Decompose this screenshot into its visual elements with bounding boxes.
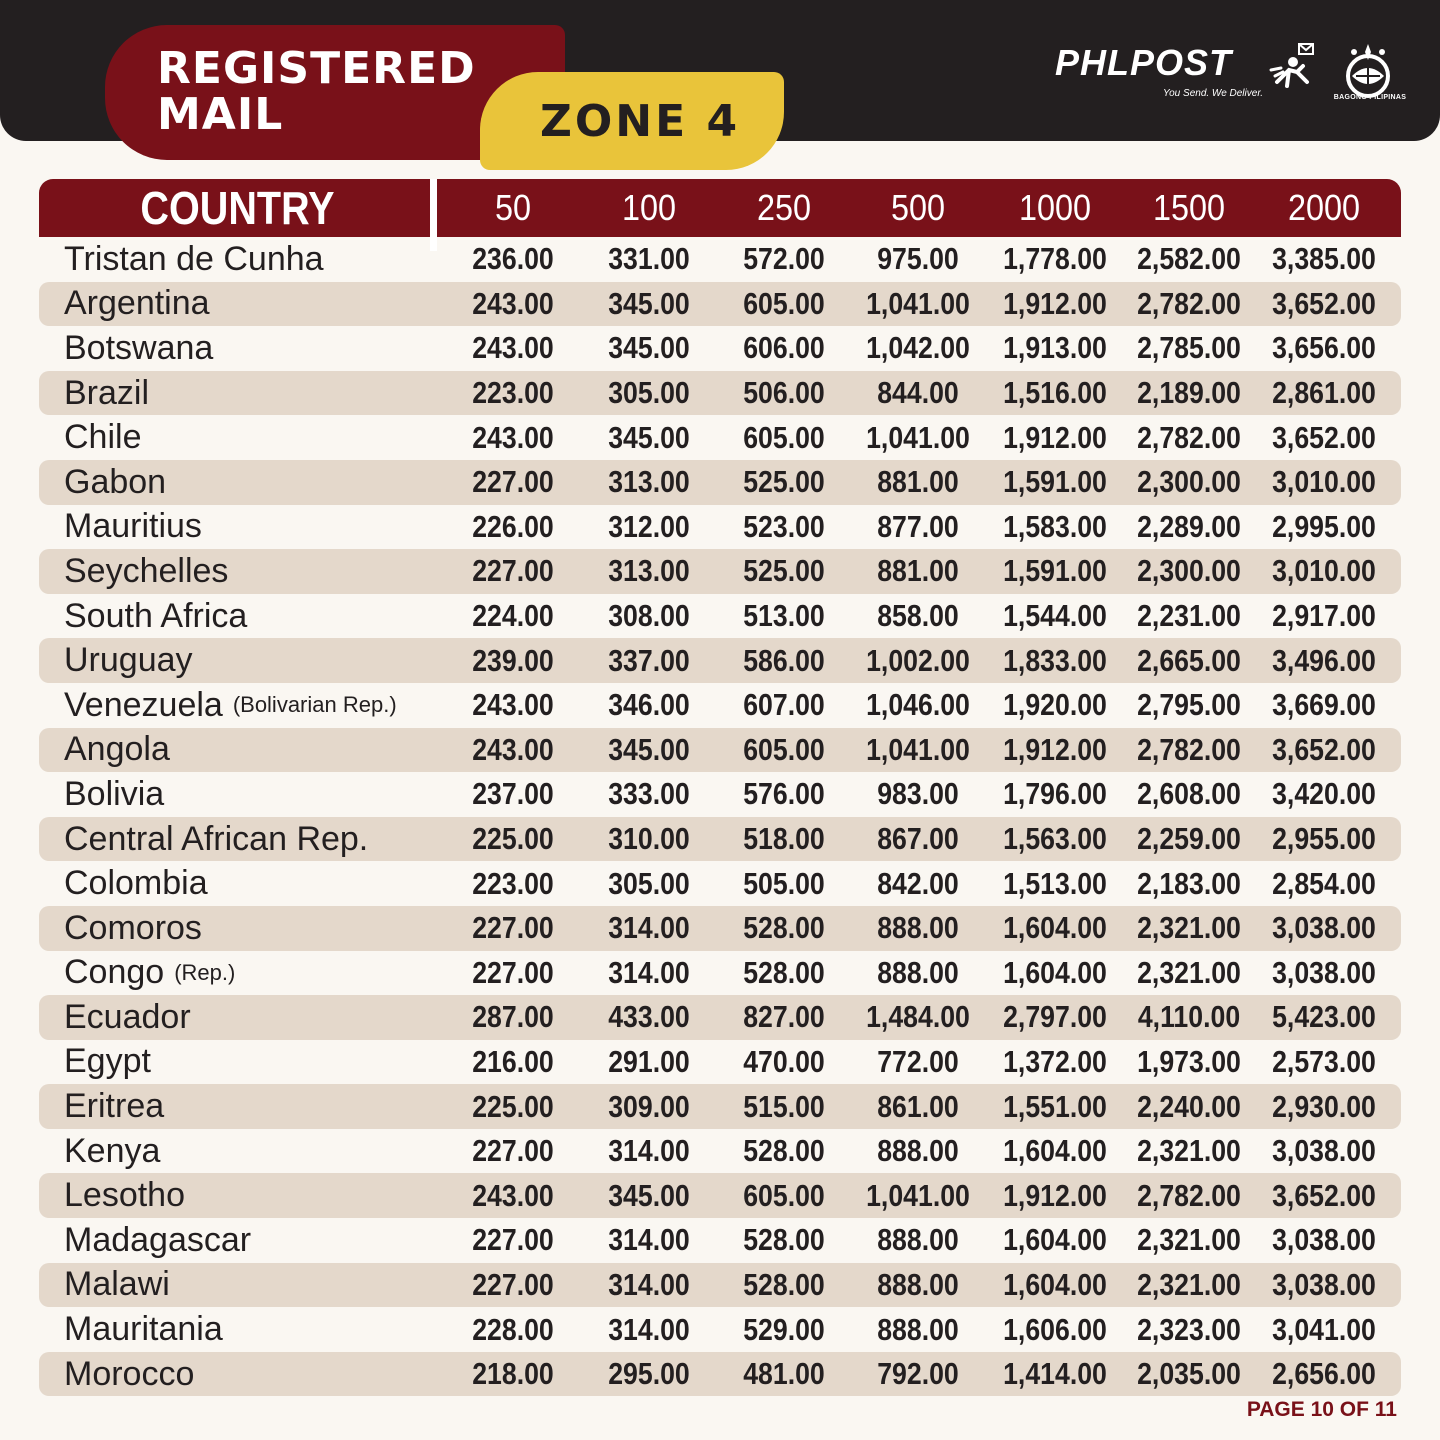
rate-cell-250: 525.00 bbox=[743, 553, 825, 589]
rate-cell-50: 239.00 bbox=[472, 642, 554, 678]
rate-cell-250: 606.00 bbox=[743, 330, 825, 366]
country-name: Eritrea bbox=[64, 1087, 165, 1126]
rate-cell-500: 888.00 bbox=[877, 1311, 959, 1347]
country-name: Comoros bbox=[64, 908, 202, 947]
rate-cell-100: 345.00 bbox=[608, 330, 690, 366]
rate-cell-100: 331.00 bbox=[608, 241, 690, 277]
rate-cell-50: 225.00 bbox=[472, 1088, 554, 1124]
rate-cell-1000: 1,833.00 bbox=[1003, 642, 1107, 678]
rate-cell-1500: 2,323.00 bbox=[1137, 1311, 1241, 1347]
table-row bbox=[39, 1040, 1401, 1085]
table-row bbox=[39, 906, 1401, 951]
rate-cell-100: 346.00 bbox=[608, 687, 690, 723]
table-row bbox=[39, 237, 1401, 282]
rate-cell-100: 314.00 bbox=[608, 1222, 690, 1258]
country-cell bbox=[64, 1129, 160, 1174]
country-name: Morocco bbox=[64, 1354, 195, 1393]
country-cell bbox=[64, 1218, 251, 1263]
rate-cell-500: 1,002.00 bbox=[866, 642, 970, 678]
rate-cell-1500: 2,183.00 bbox=[1137, 865, 1241, 901]
rate-cell-50: 227.00 bbox=[472, 910, 554, 946]
rate-cell-250: 529.00 bbox=[743, 1311, 825, 1347]
rate-cell-500: 881.00 bbox=[877, 553, 959, 589]
rate-cell-500: 888.00 bbox=[877, 910, 959, 946]
rate-cell-1500: 2,782.00 bbox=[1137, 1177, 1241, 1213]
country-cell bbox=[64, 326, 213, 371]
rate-cell-100: 314.00 bbox=[608, 1266, 690, 1302]
rates-table bbox=[39, 237, 1401, 1396]
rate-cell-100: 309.00 bbox=[608, 1088, 690, 1124]
rate-cell-500: 888.00 bbox=[877, 954, 959, 990]
rate-cell-2000: 3,496.00 bbox=[1272, 642, 1376, 678]
rate-cell-1000: 1,912.00 bbox=[1003, 1177, 1107, 1213]
rate-cell-50: 227.00 bbox=[472, 1133, 554, 1169]
rate-cell-2000: 2,854.00 bbox=[1272, 865, 1376, 901]
country-name: Egypt bbox=[64, 1042, 151, 1081]
rate-cell-250: 506.00 bbox=[743, 375, 825, 411]
rate-cell-50: 243.00 bbox=[472, 1177, 554, 1213]
rate-cell-1500: 2,321.00 bbox=[1137, 910, 1241, 946]
rate-cell-250: 576.00 bbox=[743, 776, 825, 812]
rate-cell-2000: 3,038.00 bbox=[1272, 1222, 1376, 1258]
rate-cell-100: 345.00 bbox=[608, 731, 690, 767]
rate-cell-500: 844.00 bbox=[877, 375, 959, 411]
country-cell bbox=[64, 505, 202, 550]
rate-cell-500: 1,484.00 bbox=[866, 999, 970, 1035]
rate-cell-100: 291.00 bbox=[608, 1043, 690, 1079]
rate-cell-250: 470.00 bbox=[743, 1043, 825, 1079]
rate-cell-1000: 1,513.00 bbox=[1003, 865, 1107, 901]
table-row bbox=[39, 505, 1401, 550]
rate-cell-1500: 2,321.00 bbox=[1137, 1133, 1241, 1169]
rate-cell-1500: 2,189.00 bbox=[1137, 375, 1241, 411]
rate-cell-1500: 2,231.00 bbox=[1137, 598, 1241, 634]
rate-cell-250: 827.00 bbox=[743, 999, 825, 1035]
rate-cell-100: 314.00 bbox=[608, 910, 690, 946]
column-header-weight-1500: 1500 bbox=[1152, 187, 1226, 228]
rate-cell-1000: 1,583.00 bbox=[1003, 508, 1107, 544]
table-row bbox=[39, 1129, 1401, 1174]
country-cell bbox=[64, 1040, 151, 1085]
rate-cell-1000: 1,414.00 bbox=[1003, 1356, 1107, 1392]
rate-cell-50: 227.00 bbox=[472, 954, 554, 990]
country-name: Bolivia bbox=[64, 774, 165, 813]
seal-caption: BAGONG PILIPINAS bbox=[1333, 94, 1407, 101]
rate-cell-500: 888.00 bbox=[877, 1266, 959, 1302]
rate-cell-1000: 1,912.00 bbox=[1003, 419, 1107, 455]
rate-cell-100: 313.00 bbox=[608, 553, 690, 589]
country-note: (Bolivarian Rep.) bbox=[232, 692, 397, 718]
rate-cell-250: 528.00 bbox=[743, 1222, 825, 1258]
rate-cell-50: 224.00 bbox=[472, 598, 554, 634]
rate-cell-1000: 1,913.00 bbox=[1003, 330, 1107, 366]
rate-cell-500: 842.00 bbox=[877, 865, 959, 901]
country-cell bbox=[64, 371, 149, 416]
rate-cell-250: 528.00 bbox=[743, 1266, 825, 1302]
country-name: Chile bbox=[64, 418, 142, 457]
rate-cell-100: 345.00 bbox=[608, 419, 690, 455]
rate-cell-2000: 3,652.00 bbox=[1272, 1177, 1376, 1213]
country-cell bbox=[64, 817, 368, 862]
country-name: Central African Rep. bbox=[64, 819, 369, 858]
column-header-weight-100: 100 bbox=[621, 187, 677, 228]
rate-cell-1000: 1,606.00 bbox=[1003, 1311, 1107, 1347]
rate-cell-500: 877.00 bbox=[877, 508, 959, 544]
rate-cell-100: 295.00 bbox=[608, 1356, 690, 1392]
rate-cell-500: 888.00 bbox=[877, 1133, 959, 1169]
rate-cell-500: 792.00 bbox=[877, 1356, 959, 1392]
rate-cell-250: 572.00 bbox=[743, 241, 825, 277]
rate-cell-50: 243.00 bbox=[472, 285, 554, 321]
country-name: Venezuela bbox=[64, 685, 223, 724]
country-name: Colombia bbox=[64, 864, 208, 903]
rate-cell-50: 243.00 bbox=[472, 731, 554, 767]
rate-cell-1500: 1,973.00 bbox=[1137, 1043, 1241, 1079]
rate-cell-2000: 3,656.00 bbox=[1272, 330, 1376, 366]
rate-cell-50: 218.00 bbox=[472, 1356, 554, 1392]
rate-cell-500: 1,046.00 bbox=[866, 687, 970, 723]
rate-cell-100: 345.00 bbox=[608, 1177, 690, 1213]
table-row bbox=[39, 683, 1401, 728]
table-row bbox=[39, 728, 1401, 773]
rate-cell-1500: 2,300.00 bbox=[1137, 464, 1241, 500]
country-cell bbox=[64, 1307, 223, 1352]
table-row bbox=[39, 282, 1401, 327]
rate-cell-50: 237.00 bbox=[472, 776, 554, 812]
table-row bbox=[39, 371, 1401, 416]
zone-badge: ZONE 4 bbox=[480, 72, 784, 170]
country-cell bbox=[64, 460, 166, 505]
country-name: Malawi bbox=[64, 1265, 170, 1304]
column-header-weight-500: 500 bbox=[890, 187, 946, 228]
rate-cell-50: 243.00 bbox=[472, 419, 554, 455]
rate-cell-2000: 3,652.00 bbox=[1272, 419, 1376, 455]
country-name: Mauritania bbox=[64, 1310, 223, 1349]
country-cell bbox=[64, 638, 193, 683]
table-row bbox=[39, 326, 1401, 371]
rate-cell-500: 861.00 bbox=[877, 1088, 959, 1124]
rate-cell-1500: 2,289.00 bbox=[1137, 508, 1241, 544]
table-row bbox=[39, 415, 1401, 460]
country-name: Botswana bbox=[64, 328, 214, 367]
rate-cell-1500: 2,321.00 bbox=[1137, 954, 1241, 990]
rate-cell-1500: 2,321.00 bbox=[1137, 1222, 1241, 1258]
rate-cell-500: 1,041.00 bbox=[866, 419, 970, 455]
rate-cell-50: 216.00 bbox=[472, 1043, 554, 1079]
table-row bbox=[39, 951, 1401, 996]
rate-cell-50: 227.00 bbox=[472, 464, 554, 500]
rate-cell-2000: 2,656.00 bbox=[1272, 1356, 1376, 1392]
rate-cell-1000: 1,604.00 bbox=[1003, 954, 1107, 990]
table-row bbox=[39, 772, 1401, 817]
rate-cell-1000: 1,604.00 bbox=[1003, 1222, 1107, 1258]
rate-cell-2000: 2,955.00 bbox=[1272, 821, 1376, 857]
rate-cell-1000: 1,604.00 bbox=[1003, 910, 1107, 946]
country-name: Lesotho bbox=[64, 1176, 185, 1215]
rate-cell-100: 312.00 bbox=[608, 508, 690, 544]
rate-cell-1000: 1,516.00 bbox=[1003, 375, 1107, 411]
rate-cell-2000: 2,995.00 bbox=[1272, 508, 1376, 544]
country-cell bbox=[64, 683, 397, 728]
country-cell bbox=[64, 995, 191, 1040]
rate-cell-2000: 3,041.00 bbox=[1272, 1311, 1376, 1347]
rate-cell-1500: 2,782.00 bbox=[1137, 731, 1241, 767]
rate-cell-50: 223.00 bbox=[472, 375, 554, 411]
rate-cell-50: 223.00 bbox=[472, 865, 554, 901]
rate-cell-2000: 3,420.00 bbox=[1272, 776, 1376, 812]
table-row bbox=[39, 549, 1401, 594]
rate-cell-250: 605.00 bbox=[743, 285, 825, 321]
rate-cell-1500: 2,300.00 bbox=[1137, 553, 1241, 589]
rate-cell-1500: 2,782.00 bbox=[1137, 285, 1241, 321]
table-row bbox=[39, 638, 1401, 683]
rate-cell-1000: 1,912.00 bbox=[1003, 285, 1107, 321]
rate-cell-50: 243.00 bbox=[472, 687, 554, 723]
country-name: Tristan de Cunha bbox=[64, 239, 324, 278]
table-row bbox=[39, 1307, 1401, 1352]
rate-cell-50: 227.00 bbox=[472, 1266, 554, 1302]
table-row bbox=[39, 817, 1401, 862]
rate-cell-1500: 2,665.00 bbox=[1137, 642, 1241, 678]
country-cell bbox=[64, 1352, 194, 1397]
rate-cell-100: 305.00 bbox=[608, 375, 690, 411]
country-cell bbox=[64, 861, 208, 906]
table-row bbox=[39, 1084, 1401, 1129]
rate-cell-1000: 1,544.00 bbox=[1003, 598, 1107, 634]
rate-cell-100: 305.00 bbox=[608, 865, 690, 901]
rate-cell-100: 333.00 bbox=[608, 776, 690, 812]
column-header-weight-250: 250 bbox=[756, 187, 812, 228]
rate-cell-1500: 2,795.00 bbox=[1137, 687, 1241, 723]
country-cell bbox=[64, 951, 235, 996]
country-name: Angola bbox=[64, 730, 170, 769]
table-row bbox=[39, 1218, 1401, 1263]
rate-cell-1000: 1,920.00 bbox=[1003, 687, 1107, 723]
country-name: Argentina bbox=[64, 284, 210, 323]
rate-cell-50: 227.00 bbox=[472, 1222, 554, 1258]
rate-cell-100: 314.00 bbox=[608, 954, 690, 990]
rate-cell-250: 515.00 bbox=[743, 1088, 825, 1124]
rate-cell-1000: 2,797.00 bbox=[1003, 999, 1107, 1035]
rate-cell-250: 528.00 bbox=[743, 910, 825, 946]
country-name: Ecuador bbox=[64, 997, 191, 1036]
rate-cell-2000: 5,423.00 bbox=[1272, 999, 1376, 1035]
rate-cell-2000: 2,917.00 bbox=[1272, 598, 1376, 634]
rate-cell-250: 586.00 bbox=[743, 642, 825, 678]
rate-cell-500: 983.00 bbox=[877, 776, 959, 812]
rate-cell-500: 867.00 bbox=[877, 821, 959, 857]
column-header-weight-50: 50 bbox=[494, 187, 532, 228]
rate-cell-1500: 2,240.00 bbox=[1137, 1088, 1241, 1124]
runner-icon bbox=[1263, 42, 1319, 90]
country-name: South Africa bbox=[64, 596, 248, 635]
country-name: Brazil bbox=[64, 373, 150, 412]
country-cell bbox=[64, 1263, 170, 1308]
rate-cell-1500: 2,321.00 bbox=[1137, 1266, 1241, 1302]
rate-cell-250: 518.00 bbox=[743, 821, 825, 857]
rate-cell-2000: 3,652.00 bbox=[1272, 731, 1376, 767]
rate-cell-50: 287.00 bbox=[472, 999, 554, 1035]
rate-cell-2000: 2,930.00 bbox=[1272, 1088, 1376, 1124]
rate-cell-2000: 3,010.00 bbox=[1272, 464, 1376, 500]
rate-cell-500: 881.00 bbox=[877, 464, 959, 500]
page-title bbox=[157, 43, 476, 140]
rate-cell-250: 605.00 bbox=[743, 731, 825, 767]
rate-cell-1500: 2,608.00 bbox=[1137, 776, 1241, 812]
title-line-2: MAIL bbox=[157, 89, 284, 140]
rate-cell-250: 528.00 bbox=[743, 1133, 825, 1169]
country-cell bbox=[64, 1084, 164, 1129]
rate-cell-250: 605.00 bbox=[743, 419, 825, 455]
rate-cell-250: 481.00 bbox=[743, 1356, 825, 1392]
rate-cell-100: 314.00 bbox=[608, 1311, 690, 1347]
rate-cell-250: 505.00 bbox=[743, 865, 825, 901]
logo-text: PHLPOST bbox=[1055, 42, 1233, 83]
rate-cell-2000: 3,038.00 bbox=[1272, 954, 1376, 990]
rate-cell-500: 975.00 bbox=[877, 241, 959, 277]
rate-cell-1000: 1,372.00 bbox=[1003, 1043, 1107, 1079]
logo-tagline: You Send. We Deliver. bbox=[1163, 88, 1264, 99]
column-header-weight-2000: 2000 bbox=[1287, 187, 1361, 228]
rate-cell-500: 1,041.00 bbox=[866, 285, 970, 321]
rate-cell-50: 227.00 bbox=[472, 553, 554, 589]
rate-cell-1000: 1,912.00 bbox=[1003, 731, 1107, 767]
rate-cell-1000: 1,604.00 bbox=[1003, 1133, 1107, 1169]
rate-cell-500: 1,042.00 bbox=[866, 330, 970, 366]
rate-cell-500: 888.00 bbox=[877, 1222, 959, 1258]
country-cell bbox=[64, 728, 170, 773]
table-row bbox=[39, 861, 1401, 906]
rate-cell-100: 433.00 bbox=[608, 999, 690, 1035]
country-cell bbox=[64, 237, 324, 282]
country-name: Seychelles bbox=[64, 551, 229, 590]
rate-cell-250: 523.00 bbox=[743, 508, 825, 544]
rate-cell-2000: 3,385.00 bbox=[1272, 241, 1376, 277]
country-name: Madagascar bbox=[64, 1220, 252, 1259]
rate-cell-100: 310.00 bbox=[608, 821, 690, 857]
rate-cell-2000: 2,573.00 bbox=[1272, 1043, 1376, 1079]
table-row bbox=[39, 1352, 1401, 1397]
rate-cell-1500: 4,110.00 bbox=[1137, 999, 1241, 1035]
rate-cell-2000: 3,669.00 bbox=[1272, 687, 1376, 723]
country-name: Gabon bbox=[64, 462, 167, 501]
rate-cell-100: 345.00 bbox=[608, 285, 690, 321]
rate-cell-250: 607.00 bbox=[743, 687, 825, 723]
country-name: Congo bbox=[64, 953, 165, 992]
table-row bbox=[39, 1263, 1401, 1308]
rate-cell-2000: 3,038.00 bbox=[1272, 1266, 1376, 1302]
country-cell bbox=[64, 549, 228, 594]
rate-cell-250: 605.00 bbox=[743, 1177, 825, 1213]
rate-cell-100: 313.00 bbox=[608, 464, 690, 500]
rate-cell-50: 243.00 bbox=[472, 330, 554, 366]
rate-cell-100: 337.00 bbox=[608, 642, 690, 678]
rate-cell-50: 226.00 bbox=[472, 508, 554, 544]
rate-cell-1000: 1,551.00 bbox=[1003, 1088, 1107, 1124]
page-indicator: PAGE 10 OF 11 bbox=[1246, 1398, 1397, 1421]
table-row bbox=[39, 995, 1401, 1040]
rate-cell-1000: 1,591.00 bbox=[1003, 553, 1107, 589]
title-line-1: REGISTERED bbox=[157, 43, 476, 94]
rate-cell-1000: 1,778.00 bbox=[1003, 241, 1107, 277]
rate-cell-2000: 3,652.00 bbox=[1272, 285, 1376, 321]
country-cell bbox=[64, 1173, 185, 1218]
rate-cell-2000: 3,010.00 bbox=[1272, 553, 1376, 589]
rate-cell-1500: 2,259.00 bbox=[1137, 821, 1241, 857]
rate-cell-100: 314.00 bbox=[608, 1133, 690, 1169]
table-row bbox=[39, 594, 1401, 639]
country-cell bbox=[64, 772, 164, 817]
country-cell bbox=[64, 906, 202, 951]
rate-cell-500: 772.00 bbox=[877, 1043, 959, 1079]
rate-cell-250: 525.00 bbox=[743, 464, 825, 500]
rate-cell-500: 858.00 bbox=[877, 598, 959, 634]
rate-cell-1500: 2,785.00 bbox=[1137, 330, 1241, 366]
rate-cell-500: 1,041.00 bbox=[866, 1177, 970, 1213]
phlpost-logo bbox=[1055, 42, 1320, 104]
rate-cell-2000: 2,861.00 bbox=[1272, 375, 1376, 411]
table-row bbox=[39, 460, 1401, 505]
rate-cell-1000: 1,796.00 bbox=[1003, 776, 1107, 812]
country-note: (Rep.) bbox=[174, 959, 236, 985]
rate-cell-1000: 1,563.00 bbox=[1003, 821, 1107, 857]
rate-cell-1000: 1,591.00 bbox=[1003, 464, 1107, 500]
rate-cell-100: 308.00 bbox=[608, 598, 690, 634]
rate-cell-1500: 2,782.00 bbox=[1137, 419, 1241, 455]
country-cell bbox=[64, 594, 247, 639]
rate-cell-50: 225.00 bbox=[472, 821, 554, 857]
country-name: Kenya bbox=[64, 1131, 161, 1170]
column-header-country: COUNTRY bbox=[140, 182, 335, 234]
rate-cell-1500: 2,582.00 bbox=[1137, 241, 1241, 277]
country-name: Mauritius bbox=[64, 507, 202, 546]
country-name: Uruguay bbox=[64, 641, 193, 680]
rate-cell-250: 528.00 bbox=[743, 954, 825, 990]
rate-cell-250: 513.00 bbox=[743, 598, 825, 634]
rate-cell-50: 236.00 bbox=[472, 241, 554, 277]
rate-cell-50: 228.00 bbox=[472, 1311, 554, 1347]
country-cell bbox=[64, 415, 141, 460]
rate-cell-2000: 3,038.00 bbox=[1272, 1133, 1376, 1169]
rate-cell-500: 1,041.00 bbox=[866, 731, 970, 767]
country-cell bbox=[64, 282, 210, 327]
table-row bbox=[39, 1173, 1401, 1218]
column-header-weight-1000: 1000 bbox=[1018, 187, 1092, 228]
rate-cell-1500: 2,035.00 bbox=[1137, 1356, 1241, 1392]
rate-cell-2000: 3,038.00 bbox=[1272, 910, 1376, 946]
rate-cell-1000: 1,604.00 bbox=[1003, 1266, 1107, 1302]
